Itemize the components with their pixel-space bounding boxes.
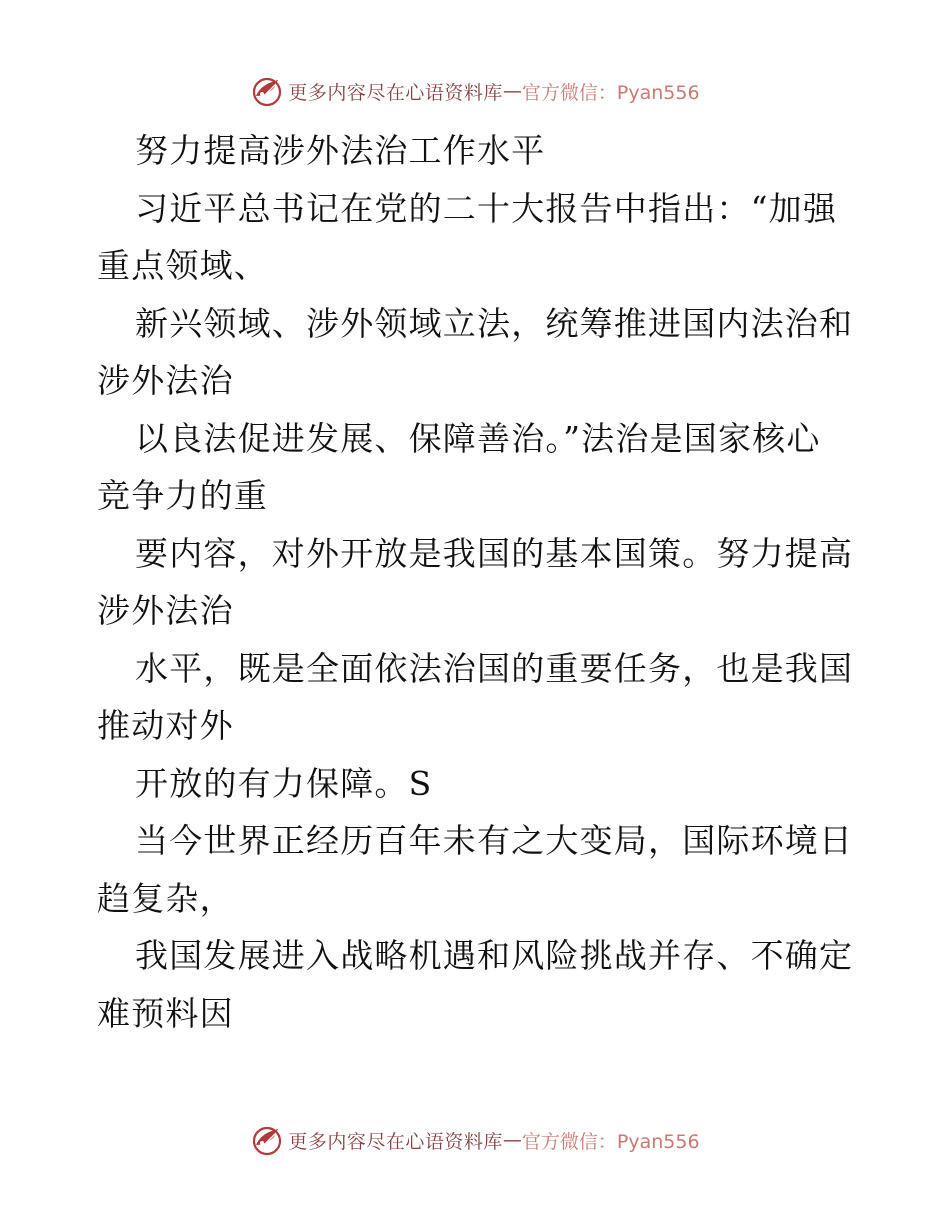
- header-wechat-text: 官方微信：Pyan556: [521, 81, 700, 104]
- text-line: 重点领域、: [97, 246, 268, 285]
- text-line: 习近平总书记在党的二十大报告中指出：“加强: [135, 188, 838, 228]
- text-line: 趋复杂，: [97, 878, 234, 918]
- header-brand-text: 更多内容尽在心语资料库: [288, 81, 503, 104]
- text-line: 难预料因: [97, 993, 234, 1033]
- text-line: 要内容，对外开放是我国的基本国策。努力提高: [135, 533, 854, 573]
- text-line: 新兴领域、涉外领域立法，统筹推进国内法治和: [135, 303, 854, 343]
- footer-banner: [0, 1120, 950, 1160]
- text-line: 涉外法治: [97, 361, 234, 400]
- body-text: [97, 122, 857, 1042]
- pen-nib-logo-icon: [250, 74, 284, 108]
- text-line: 推动对外: [97, 706, 234, 745]
- pen-nib-logo-icon: [250, 1123, 284, 1157]
- text-line: 涉外法治: [97, 591, 234, 630]
- text-line: 竞争力的重: [97, 476, 268, 515]
- header-dash: —: [502, 80, 522, 102]
- text-line: 努力提高涉外法治工作水平: [135, 131, 546, 170]
- footer-dash: —: [502, 1129, 522, 1151]
- header-banner: [0, 71, 950, 111]
- footer-wechat-text: 官方微信：Pyan556: [521, 1130, 700, 1153]
- text-line: 开放的有力保障。S: [135, 763, 433, 803]
- text-line: 当今世界正经历百年未有之大变局，国际环境日: [135, 821, 854, 860]
- text-line: 以良法促进发展、保障善治。”法治是国家核心: [135, 418, 821, 458]
- text-line: 我国发展进入战略机遇和风险挑战并存、不确定: [135, 936, 854, 975]
- text-line: 水平，既是全面依法治国的重要任务，也是我国: [135, 648, 854, 688]
- footer-brand-text: 更多内容尽在心语资料库: [288, 1130, 503, 1153]
